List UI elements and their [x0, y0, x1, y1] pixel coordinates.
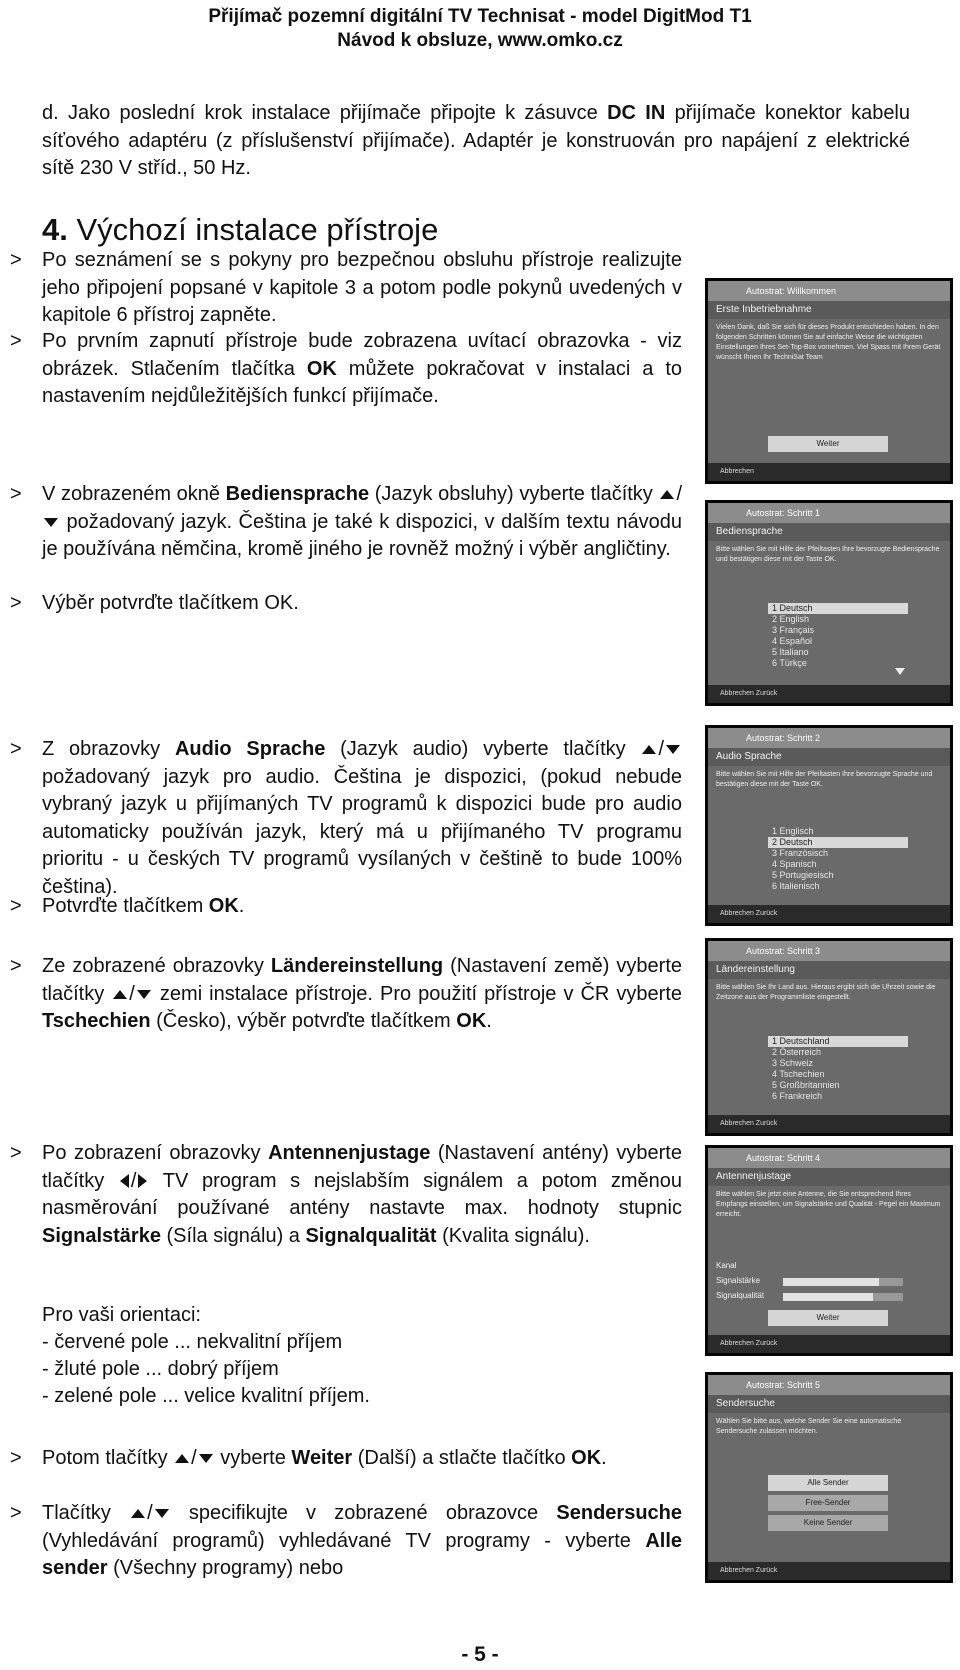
tv-list-item[interactable]: 5 Portugiesisch: [772, 870, 834, 880]
up-arrow-icon: [175, 1454, 189, 1463]
tv-title: Autostrat: Schritt 2: [708, 728, 950, 748]
tv-subtitle: Ländereinstellung: [708, 961, 950, 979]
tv-footer: Abbrechen Zurück: [708, 685, 950, 703]
section-heading: 4. Výchozí instalace přístroje: [42, 212, 439, 247]
section-d: d. Jako poslední krok instalace přijímače připojte k zásuvce DC IN přijímače konektor kabelu síťového adaptéru (z příslušenství přijímače). Adaptér je konstruován pro napájení z elektrické sítě 230 V stříd., 50 Hz.: [42, 102, 911, 179]
para-3: V zobrazeném okně Bediensprache (Jazyk obsluhy) vyberte tlačítky / požadovaný jazyk. Čeština je také k dispozici, v dalším textu návodu je používána němčina, kromě jiného je rovněž možný i výběr angličtiny.: [42, 483, 682, 560]
bullet-4: >: [10, 592, 22, 614]
list-item: - červené pole ... nekvalitní příjem: [42, 1331, 343, 1353]
tv-audio-list: [768, 826, 908, 892]
para-1: Po seznámení se s pokyny pro bezpečnou obsluhu přístroje realizujte jeho připojení popsané v kapitole 3 a potom podle pokynů uvedených v kapitole 6 přístroj zapněte.: [42, 249, 682, 326]
tv-country-list: [768, 1036, 908, 1102]
tv-list-item[interactable]: 3 Schweiz: [772, 1058, 814, 1068]
down-arrow-icon: [199, 1454, 213, 1463]
tv-weiter-button[interactable]: Weiter: [768, 436, 888, 452]
tv-description: Bitte wählen Sie jetzt eine Antenne, die Sie entsprechend Ihres Empfangs einstellen, um Signalstärke und Qualität - Pegel ein Maximum erreicht.: [716, 1191, 941, 1218]
para-2: Po prvním zapnutí přístroje bude zobrazena uvítací obrazovka - viz obrázek. Stlačením tlačítka OK můžete pokračovat v instalaci a to nastavením nejdůležitějších funkcí přijímače.: [42, 330, 682, 407]
tv-list-item[interactable]: 2 Deutsch: [768, 837, 908, 848]
bullet-7: >: [10, 955, 22, 977]
tv-signalstaerke-label: Signalstärke: [716, 1276, 761, 1285]
tv-list-item[interactable]: 5 Großbritannien: [772, 1080, 840, 1090]
bullet-3: >: [10, 483, 22, 505]
up-arrow-icon: [660, 490, 674, 499]
tv-screen-sendersuche: [705, 1372, 953, 1583]
header-title: Přijímač pozemní digitální TV Technisat - model DigitMod T1: [208, 6, 752, 27]
tv-footer: Abbrechen: [708, 463, 950, 481]
tv-title: Autostrat: Schritt 1: [708, 503, 950, 523]
down-arrow-icon: [666, 745, 680, 754]
tv-list-item[interactable]: 2 English: [772, 614, 810, 624]
list-item: - zelené pole ... velice kvalitní příjem.: [42, 1385, 370, 1407]
up-arrow-icon: [113, 990, 127, 999]
tv-description: Bitte wählen Sie mit Hilfe der Pfeiltasten Ihre bevorzugte Bediensprache und bestätigen diese mit der Taste OK.: [716, 546, 940, 563]
tv-list-item[interactable]: 6 Frankreich: [772, 1091, 823, 1101]
tv-title: Autostrat: Willkommen: [708, 281, 950, 301]
tv-alle-sender-button[interactable]: Alle Sender: [768, 1475, 888, 1491]
para-6: Potvrďte tlačítkem OK.: [42, 895, 245, 917]
tv-list-item[interactable]: 5 Italiano: [772, 647, 809, 657]
para-5: Z obrazovky Audio Sprache (Jazyk audio) vyberte tlačítky / požadovaný jazyk pro audio. Čeština je dispozici, (pokud nebude vybraný jazyk u přijímaných TV programů k dispozici bude pro audio automaticky používán jazyk, který má u přijímaného TV programu prioritu - u českých TV programů vysílaných v češtině to bude 100% čeština).: [42, 738, 682, 898]
scroll-down-icon: [895, 668, 905, 675]
tv-list-item[interactable]: 1 Deutschland: [768, 1036, 908, 1047]
tv-list-item[interactable]: 3 Français: [772, 625, 815, 635]
signal-quality-bar: [783, 1293, 903, 1301]
tv-screen-laendereinstellung: [705, 938, 953, 1136]
para-8: Po zobrazení obrazovky Antennenjustage (Nastavení antény) vyberte tlačítky / TV program s nejslabším signálem a potom změnou nasměrování používané antény nastavte max. hodnoty stupnic Signalstärke (Síla signálu) a Signalqualität (Kvalita signálu).: [42, 1142, 682, 1247]
bullet-10: >: [10, 1502, 22, 1524]
tv-keine-sender-button[interactable]: Keine Sender: [768, 1515, 888, 1531]
orientation-label: Pro vaši orientaci:: [42, 1304, 201, 1326]
tv-screen-antennenjustage: [705, 1145, 953, 1356]
header-subtitle: Návod k obsluze, www.omko.cz: [337, 30, 623, 51]
tv-title: Autostrat: Schritt 5: [708, 1375, 950, 1395]
down-arrow-icon: [155, 1509, 169, 1518]
page-number: - 5 -: [461, 1643, 499, 1666]
tv-screen-bediensprache: [705, 500, 953, 706]
up-arrow-icon: [131, 1509, 145, 1518]
up-arrow-icon: [642, 745, 656, 754]
tv-free-sender-button[interactable]: Free-Sender: [768, 1495, 888, 1511]
tv-description: Wählen Sie bitte aus, welche Sender Sie eine automatische Sendersuche zulassen möchten.: [716, 1418, 902, 1435]
tv-subtitle: Audio Sprache: [708, 748, 950, 766]
tv-title: Autostrat: Schritt 3: [708, 941, 950, 961]
tv-language-list: [768, 603, 908, 669]
tv-list-item[interactable]: 2 Österreich: [772, 1047, 822, 1057]
tv-subtitle: Bediensprache: [708, 523, 950, 541]
bullet-8: >: [10, 1142, 22, 1164]
tv-signalqualitaet-label: Signalqualität: [716, 1291, 765, 1300]
down-arrow-icon: [137, 990, 151, 999]
tv-subtitle: Antennenjustage: [708, 1168, 950, 1186]
tv-footer: Abbrechen Zurück: [708, 1335, 950, 1353]
bullet-2: >: [10, 330, 22, 352]
tv-list-item[interactable]: 1 Englisch: [772, 826, 814, 836]
tv-list-item[interactable]: 1 Deutsch: [768, 603, 908, 614]
list-item: - žluté pole ... dobrý příjem: [42, 1358, 279, 1380]
tv-title: Autostrat: Schritt 4: [708, 1148, 950, 1168]
right-arrow-icon: [138, 1174, 147, 1188]
down-arrow-icon: [44, 518, 58, 527]
tv-screen-audio-sprache: [705, 725, 953, 926]
tv-subtitle: Sendersuche: [708, 1395, 950, 1413]
para-10: Tlačítky / specifikujte v zobrazené obrazovce Sendersuche (Vyhledávání programů) vyhledávané TV programy - vyberte Alle sender (Všechny programy) nebo: [42, 1502, 682, 1579]
tv-list-item[interactable]: 4 Tschechien: [772, 1069, 825, 1079]
bullet-1: >: [10, 249, 22, 271]
tv-footer: Abbrechen Zurück: [708, 905, 950, 923]
bullet-6: >: [10, 895, 22, 917]
tv-list-item[interactable]: 3 Französisch: [772, 848, 829, 858]
para-4: Výběr potvrďte tlačítkem OK.: [42, 592, 299, 614]
tv-description: Bitte wählen Sie Ihr Land aus. Hieraus ergibt sich die Uhrzeit sowie die Zeitzone aus der Programmliste eingestellt.: [716, 984, 936, 1001]
tv-screen-welcome: [705, 278, 953, 484]
tv-kanal-label: Kanal: [716, 1261, 737, 1270]
bullet-5: >: [10, 738, 22, 760]
tv-list-item[interactable]: 6 Türkçe: [772, 658, 807, 668]
para-7: Ze zobrazené obrazovky Ländereinstellung (Nastavení země) vyberte tlačítky / zemi instalace přístroje. Pro použití přístroje v ČR vyberte Tschechien (Česko), výběr potvrďte tlačítkem OK.: [42, 955, 683, 1032]
tv-subtitle: Erste Inbetriebnahme: [708, 301, 950, 319]
tv-list-item[interactable]: 4 Spanisch: [772, 859, 817, 869]
tv-description: Vielen Dank, daß Sie sich für dieses Produkt entschieden haben. In den folgenden Schritten können Sie auf einfache Weise die wichtigsten Einstellungen Ihres Set-Top-Box vornehmen. Viel Spass mit Ihrem Gerät wünscht Ihnen Ihr TechniSat Team: [716, 324, 941, 361]
tv-description: Bitte wählen Sie mit Hilfe der Pfeiltasten Ihre bevorzugte Sprache und bestätigen diese mit der Taste OK.: [716, 771, 933, 788]
tv-footer: Abbrechen Zurück: [708, 1562, 950, 1580]
tv-list-item[interactable]: 6 Italienisch: [772, 881, 820, 891]
para-9: Potom tlačítky / vyberte Weiter (Další) a stlačte tlačítko OK.: [42, 1447, 607, 1469]
bullet-9: >: [10, 1447, 22, 1469]
tv-list-item[interactable]: 4 Español: [772, 636, 813, 646]
left-arrow-icon: [120, 1174, 129, 1188]
signal-strength-bar: [783, 1278, 903, 1286]
tv-weiter-button[interactable]: Weiter: [768, 1310, 888, 1326]
tv-footer: Abbrechen Zurück: [708, 1115, 950, 1133]
